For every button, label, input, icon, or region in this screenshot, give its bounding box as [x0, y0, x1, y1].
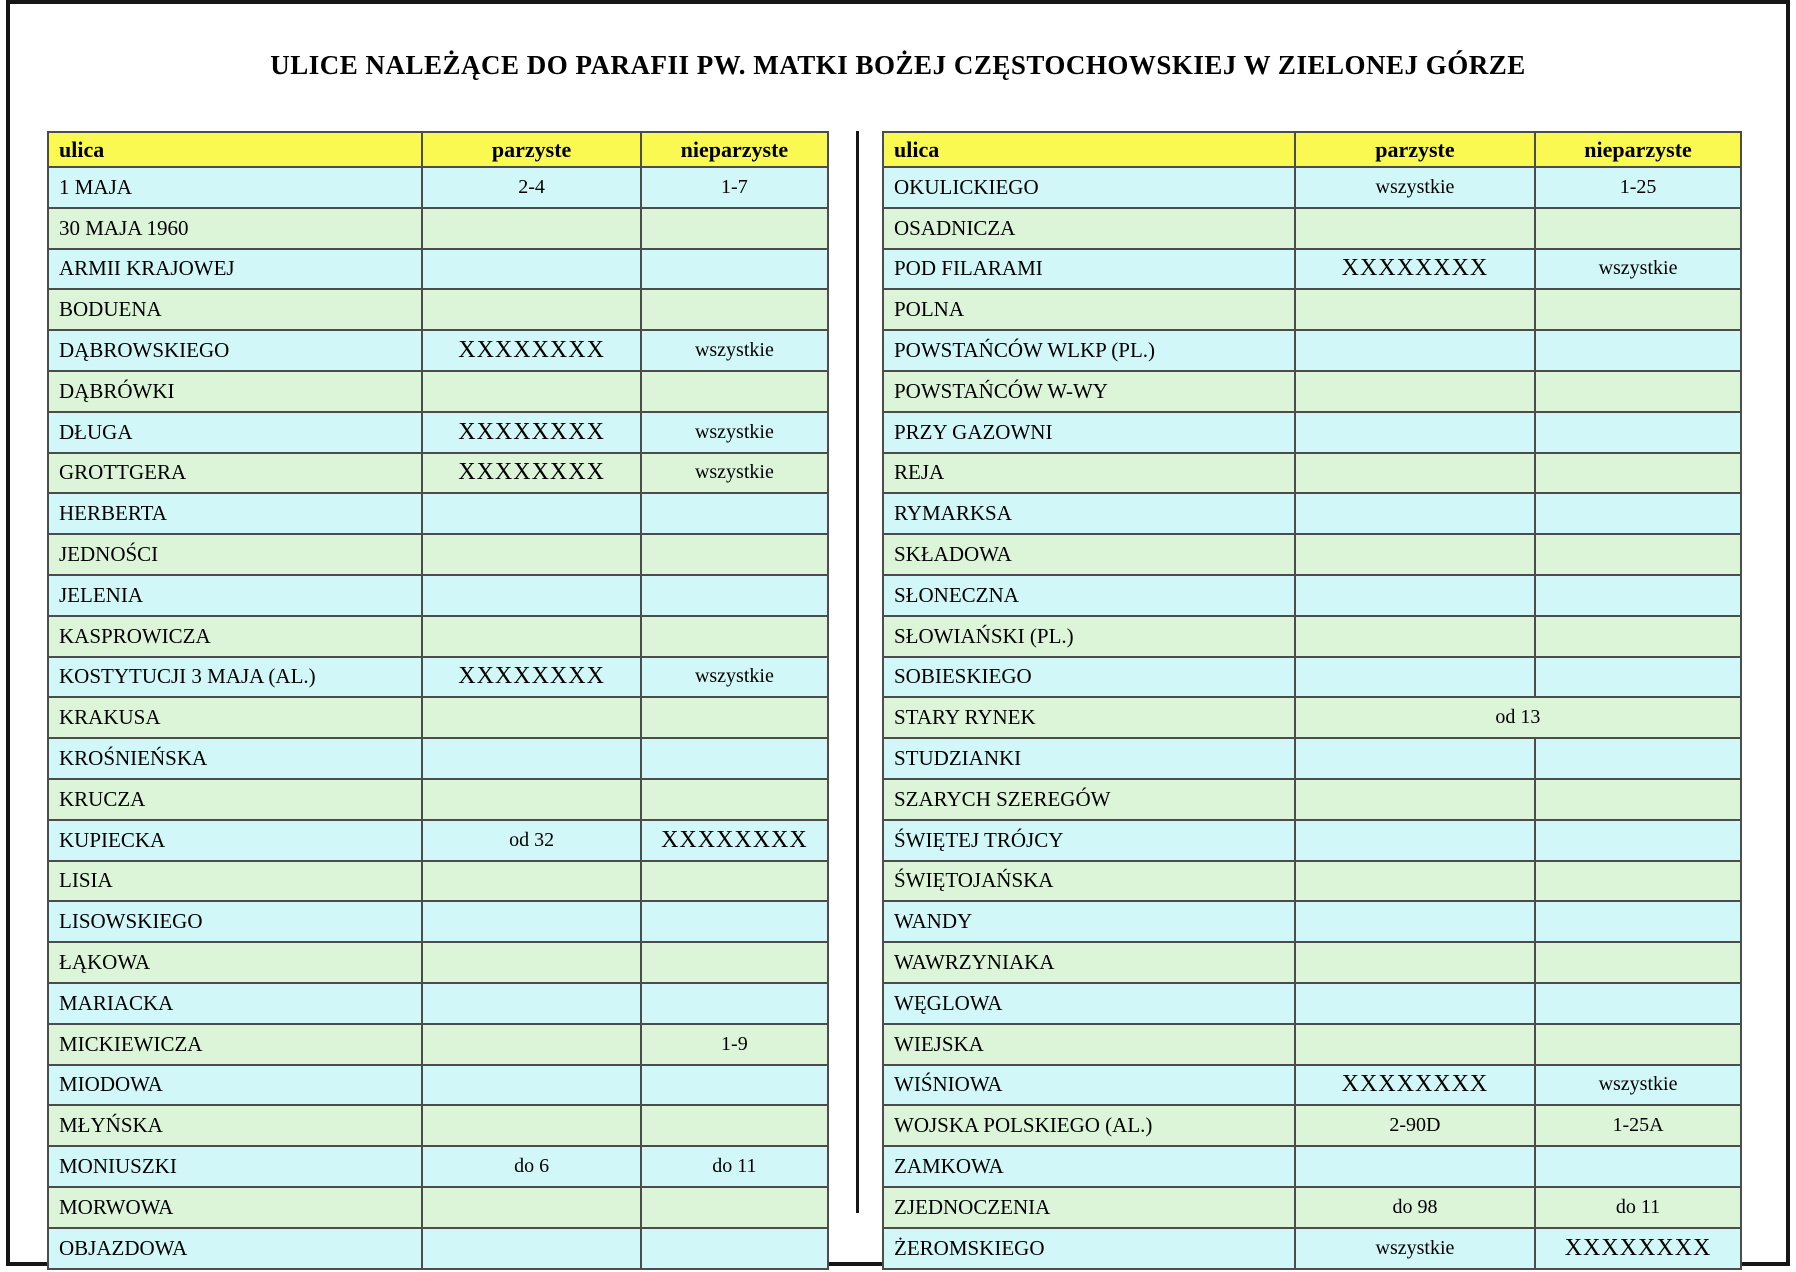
- street-row: [48, 1024, 828, 1065]
- street-row: [883, 167, 1741, 208]
- street-name-cell: SŁONECZNA: [883, 575, 1295, 616]
- street-row: [48, 779, 828, 820]
- street-name-cell: RYMARKSA: [883, 493, 1295, 534]
- street-name-cell: MICKIEWICZA: [48, 1024, 422, 1065]
- street-row: [48, 534, 828, 575]
- street-name-cell: JELENIA: [48, 575, 422, 616]
- street-name-cell: DĄBRÓWKI: [48, 371, 422, 412]
- even-numbers-cell: [1295, 1146, 1535, 1187]
- street-name-cell: LISOWSKIEGO: [48, 901, 422, 942]
- street-row: [883, 697, 1741, 738]
- odd-numbers-cell: [1535, 983, 1741, 1024]
- even-numbers-cell: [422, 534, 640, 575]
- street-row: [883, 1024, 1741, 1065]
- even-numbers-cell: [422, 493, 640, 534]
- street-name-cell: STUDZIANKI: [883, 738, 1295, 779]
- street-row: [883, 534, 1741, 575]
- street-row: [48, 575, 828, 616]
- even-numbers-cell: [1295, 983, 1535, 1024]
- header-row: [48, 132, 828, 167]
- street-row: [883, 371, 1741, 412]
- street-name-cell: DŁUGA: [48, 412, 422, 453]
- even-numbers-cell: [422, 1187, 640, 1228]
- street-name-cell: ŚWIĘTEJ TRÓJCY: [883, 820, 1295, 861]
- even-numbers-cell: [1295, 330, 1535, 371]
- even-numbers-cell: [1295, 208, 1535, 249]
- even-numbers-cell: [422, 575, 640, 616]
- street-name-cell: GROTTGERA: [48, 453, 422, 494]
- odd-numbers-cell: wszystkie: [641, 453, 828, 494]
- even-numbers-cell: do 98: [1295, 1187, 1535, 1228]
- street-row: [48, 167, 828, 208]
- even-numbers-cell: 2-4: [422, 167, 640, 208]
- odd-numbers-cell: [641, 901, 828, 942]
- even-numbers-cell: [422, 697, 640, 738]
- odd-numbers-cell: 1-7: [641, 167, 828, 208]
- street-row: [883, 1065, 1741, 1106]
- street-row: [883, 249, 1741, 290]
- street-row: [48, 901, 828, 942]
- odd-numbers-cell: [1535, 534, 1741, 575]
- odd-numbers-cell: [641, 534, 828, 575]
- street-name-cell: KRAKUSA: [48, 697, 422, 738]
- odd-numbers-cell: [641, 738, 828, 779]
- street-row: [48, 657, 828, 698]
- street-name-cell: POLNA: [883, 289, 1295, 330]
- odd-numbers-cell: [1535, 330, 1741, 371]
- even-numbers-cell: [1295, 412, 1535, 453]
- street-row: [48, 1228, 828, 1269]
- odd-numbers-cell: 1-25A: [1535, 1105, 1741, 1146]
- street-name-cell: WĘGLOWA: [883, 983, 1295, 1024]
- street-row: [48, 1065, 828, 1106]
- street-name-cell: OKULICKIEGO: [883, 167, 1295, 208]
- street-row: [48, 738, 828, 779]
- even-numbers-cell: [422, 371, 640, 412]
- street-name-cell: 30 MAJA 1960: [48, 208, 422, 249]
- street-name-cell: ZJEDNOCZENIA: [883, 1187, 1295, 1228]
- even-numbers-cell: [1295, 534, 1535, 575]
- street-name-cell: WANDY: [883, 901, 1295, 942]
- street-row: [883, 861, 1741, 902]
- odd-numbers-cell: [641, 616, 828, 657]
- street-name-cell: DĄBROWSKIEGO: [48, 330, 422, 371]
- even-numbers-cell: 2-90D: [1295, 1105, 1535, 1146]
- odd-numbers-cell: [1535, 453, 1741, 494]
- street-row: [883, 575, 1741, 616]
- street-name-cell: REJA: [883, 453, 1295, 494]
- even-numbers-cell: [422, 861, 640, 902]
- odd-numbers-cell: [641, 779, 828, 820]
- even-numbers-cell: [1295, 657, 1535, 698]
- street-name-cell: OBJAZDOWA: [48, 1228, 422, 1269]
- even-numbers-cell: do 6: [422, 1146, 640, 1187]
- street-row: [48, 453, 828, 494]
- street-name-cell: ARMII KRAJOWEJ: [48, 249, 422, 290]
- street-row: [883, 901, 1741, 942]
- street-row: [883, 657, 1741, 698]
- street-row: [48, 371, 828, 412]
- street-row: [883, 330, 1741, 371]
- even-numbers-cell: [422, 249, 640, 290]
- street-table-left: [47, 131, 829, 1270]
- even-numbers-cell: [1295, 901, 1535, 942]
- street-row: [48, 1187, 828, 1228]
- even-numbers-cell: [422, 616, 640, 657]
- street-name-cell: POD FILARAMI: [883, 249, 1295, 290]
- street-row: [883, 942, 1741, 983]
- odd-numbers-cell: [641, 1065, 828, 1106]
- even-numbers-cell: [1295, 575, 1535, 616]
- street-row: [883, 983, 1741, 1024]
- street-row: [48, 820, 828, 861]
- even-numbers-cell: [422, 208, 640, 249]
- even-numbers-cell: [422, 901, 640, 942]
- street-name-cell: KROŚNIEŃSKA: [48, 738, 422, 779]
- odd-numbers-cell: [641, 289, 828, 330]
- street-row: [883, 289, 1741, 330]
- column-header-nieparzyste: nieparzyste: [1535, 132, 1741, 167]
- street-row: [883, 493, 1741, 534]
- street-name-cell: WOJSKA POLSKIEGO (AL.): [883, 1105, 1295, 1146]
- even-numbers-cell: [1295, 1024, 1535, 1065]
- even-numbers-cell: [422, 1024, 640, 1065]
- odd-numbers-cell: [641, 983, 828, 1024]
- even-numbers-cell: [1295, 493, 1535, 534]
- odd-numbers-cell: 1-25: [1535, 167, 1741, 208]
- odd-numbers-cell: [641, 697, 828, 738]
- even-numbers-cell: [1295, 942, 1535, 983]
- column-header-ulica: ulica: [883, 132, 1295, 167]
- even-numbers-cell: [1295, 616, 1535, 657]
- street-name-cell: ŁĄKOWA: [48, 942, 422, 983]
- street-name-cell: KUPIECKA: [48, 820, 422, 861]
- odd-numbers-cell: [1535, 412, 1741, 453]
- odd-numbers-cell: [1535, 861, 1741, 902]
- street-row: [48, 1105, 828, 1146]
- street-name-cell: WAWRZYNIAKA: [883, 942, 1295, 983]
- odd-numbers-cell: do 11: [641, 1146, 828, 1187]
- odd-numbers-cell: XXXXXXXX: [641, 820, 828, 861]
- street-name-cell: WIEJSKA: [883, 1024, 1295, 1065]
- even-numbers-cell: [422, 289, 640, 330]
- even-numbers-cell: XXXXXXXX: [1295, 1065, 1535, 1106]
- street-name-cell: WIŚNIOWA: [883, 1065, 1295, 1106]
- odd-numbers-cell: [641, 861, 828, 902]
- street-row: [883, 616, 1741, 657]
- odd-numbers-cell: [1535, 1146, 1741, 1187]
- column-header-parzyste: parzyste: [1295, 132, 1535, 167]
- odd-numbers-cell: [641, 493, 828, 534]
- street-name-cell: STARY RYNEK: [883, 697, 1295, 738]
- even-numbers-cell: wszystkie: [1295, 167, 1535, 208]
- column-header-nieparzyste: nieparzyste: [641, 132, 828, 167]
- odd-numbers-cell: [1535, 657, 1741, 698]
- street-name-cell: JEDNOŚCI: [48, 534, 422, 575]
- street-row: [48, 412, 828, 453]
- odd-numbers-cell: [1535, 616, 1741, 657]
- street-name-cell: SKŁADOWA: [883, 534, 1295, 575]
- street-name-cell: POWSTAŃCÓW W-WY: [883, 371, 1295, 412]
- even-numbers-cell: [1295, 453, 1535, 494]
- odd-numbers-cell: [1535, 779, 1741, 820]
- odd-numbers-cell: [1535, 575, 1741, 616]
- street-name-cell: BODUENA: [48, 289, 422, 330]
- street-table-right: [882, 131, 1742, 1270]
- odd-numbers-cell: [1535, 289, 1741, 330]
- even-numbers-cell: [422, 738, 640, 779]
- even-numbers-cell: [1295, 738, 1535, 779]
- street-name-cell: KASPROWICZA: [48, 616, 422, 657]
- street-name-cell: 1 MAJA: [48, 167, 422, 208]
- even-numbers-cell: [422, 1228, 640, 1269]
- street-row: [48, 697, 828, 738]
- street-name-cell: PRZY GAZOWNI: [883, 412, 1295, 453]
- odd-numbers-cell: [641, 208, 828, 249]
- odd-numbers-cell: XXXXXXXX: [1535, 1228, 1741, 1269]
- street-row: [883, 1105, 1741, 1146]
- street-row: [48, 1146, 828, 1187]
- table-divider: [856, 131, 859, 1213]
- header-row: [883, 132, 1741, 167]
- odd-numbers-cell: 1-9: [641, 1024, 828, 1065]
- even-numbers-cell: [1295, 779, 1535, 820]
- odd-numbers-cell: wszystkie: [641, 657, 828, 698]
- street-row: [883, 779, 1741, 820]
- street-row: [883, 453, 1741, 494]
- street-row: [883, 412, 1741, 453]
- street-name-cell: SOBIESKIEGO: [883, 657, 1295, 698]
- street-row: [48, 861, 828, 902]
- odd-numbers-cell: do 11: [1535, 1187, 1741, 1228]
- odd-numbers-cell: [1535, 738, 1741, 779]
- street-row: [883, 208, 1741, 249]
- odd-numbers-cell: [1535, 901, 1741, 942]
- odd-numbers-cell: [1535, 820, 1741, 861]
- even-numbers-cell: [422, 779, 640, 820]
- street-row: [48, 616, 828, 657]
- street-row: [883, 1146, 1741, 1187]
- odd-numbers-cell: [641, 1105, 828, 1146]
- street-row: [48, 289, 828, 330]
- odd-numbers-cell: [1535, 1024, 1741, 1065]
- even-numbers-cell: [422, 983, 640, 1024]
- street-name-cell: MONIUSZKI: [48, 1146, 422, 1187]
- page-title: ULICE NALEŻĄCE DO PARAFII PW. MATKI BOŻEJ CZĘSTOCHOWSKIEJ W ZIELONEJ GÓRZE: [270, 50, 1526, 80]
- even-numbers-cell: XXXXXXXX: [1295, 249, 1535, 290]
- odd-numbers-cell: [641, 249, 828, 290]
- even-numbers-cell: XXXXXXXX: [422, 412, 640, 453]
- street-name-cell: ŚWIĘTOJAŃSKA: [883, 861, 1295, 902]
- odd-numbers-cell: [641, 1228, 828, 1269]
- even-numbers-cell: XXXXXXXX: [422, 453, 640, 494]
- street-name-cell: POWSTAŃCÓW WLKP (PL.): [883, 330, 1295, 371]
- odd-numbers-cell: [1535, 371, 1741, 412]
- street-name-cell: HERBERTA: [48, 493, 422, 534]
- column-header-parzyste: parzyste: [422, 132, 640, 167]
- street-name-cell: KRUCZA: [48, 779, 422, 820]
- street-name-cell: LISIA: [48, 861, 422, 902]
- column-header-ulica: ulica: [48, 132, 422, 167]
- even-numbers-cell: od 32: [422, 820, 640, 861]
- merged-numbers-cell: od 13: [1295, 697, 1741, 738]
- even-numbers-cell: [1295, 820, 1535, 861]
- even-numbers-cell: wszystkie: [1295, 1228, 1535, 1269]
- even-numbers-cell: [1295, 861, 1535, 902]
- even-numbers-cell: [422, 1065, 640, 1106]
- even-numbers-cell: XXXXXXXX: [422, 330, 640, 371]
- street-name-cell: KOSTYTUCJI 3 MAJA (AL.): [48, 657, 422, 698]
- street-row: [48, 493, 828, 534]
- street-name-cell: OSADNICZA: [883, 208, 1295, 249]
- street-name-cell: ZAMKOWA: [883, 1146, 1295, 1187]
- street-name-cell: MIODOWA: [48, 1065, 422, 1106]
- street-name-cell: MORWOWA: [48, 1187, 422, 1228]
- even-numbers-cell: [422, 1105, 640, 1146]
- odd-numbers-cell: [1535, 493, 1741, 534]
- even-numbers-cell: XXXXXXXX: [422, 657, 640, 698]
- street-row: [48, 249, 828, 290]
- odd-numbers-cell: [1535, 942, 1741, 983]
- street-row: [48, 983, 828, 1024]
- street-row: [883, 738, 1741, 779]
- street-name-cell: SZARYCH SZEREGÓW: [883, 779, 1295, 820]
- odd-numbers-cell: wszystkie: [1535, 249, 1741, 290]
- odd-numbers-cell: [641, 575, 828, 616]
- street-row: [883, 1187, 1741, 1228]
- even-numbers-cell: [1295, 289, 1535, 330]
- street-row: [48, 942, 828, 983]
- odd-numbers-cell: [1535, 208, 1741, 249]
- street-row: [48, 330, 828, 371]
- even-numbers-cell: [422, 942, 640, 983]
- odd-numbers-cell: wszystkie: [641, 330, 828, 371]
- odd-numbers-cell: [641, 371, 828, 412]
- street-row: [883, 1228, 1741, 1269]
- odd-numbers-cell: wszystkie: [1535, 1065, 1741, 1106]
- even-numbers-cell: [1295, 371, 1535, 412]
- street-name-cell: ŻEROMSKIEGO: [883, 1228, 1295, 1269]
- street-name-cell: SŁOWIAŃSKI (PL.): [883, 616, 1295, 657]
- street-row: [48, 208, 828, 249]
- street-row: [883, 820, 1741, 861]
- odd-numbers-cell: [641, 1187, 828, 1228]
- odd-numbers-cell: wszystkie: [641, 412, 828, 453]
- street-name-cell: MARIACKA: [48, 983, 422, 1024]
- street-name-cell: MŁYŃSKA: [48, 1105, 422, 1146]
- odd-numbers-cell: [641, 942, 828, 983]
